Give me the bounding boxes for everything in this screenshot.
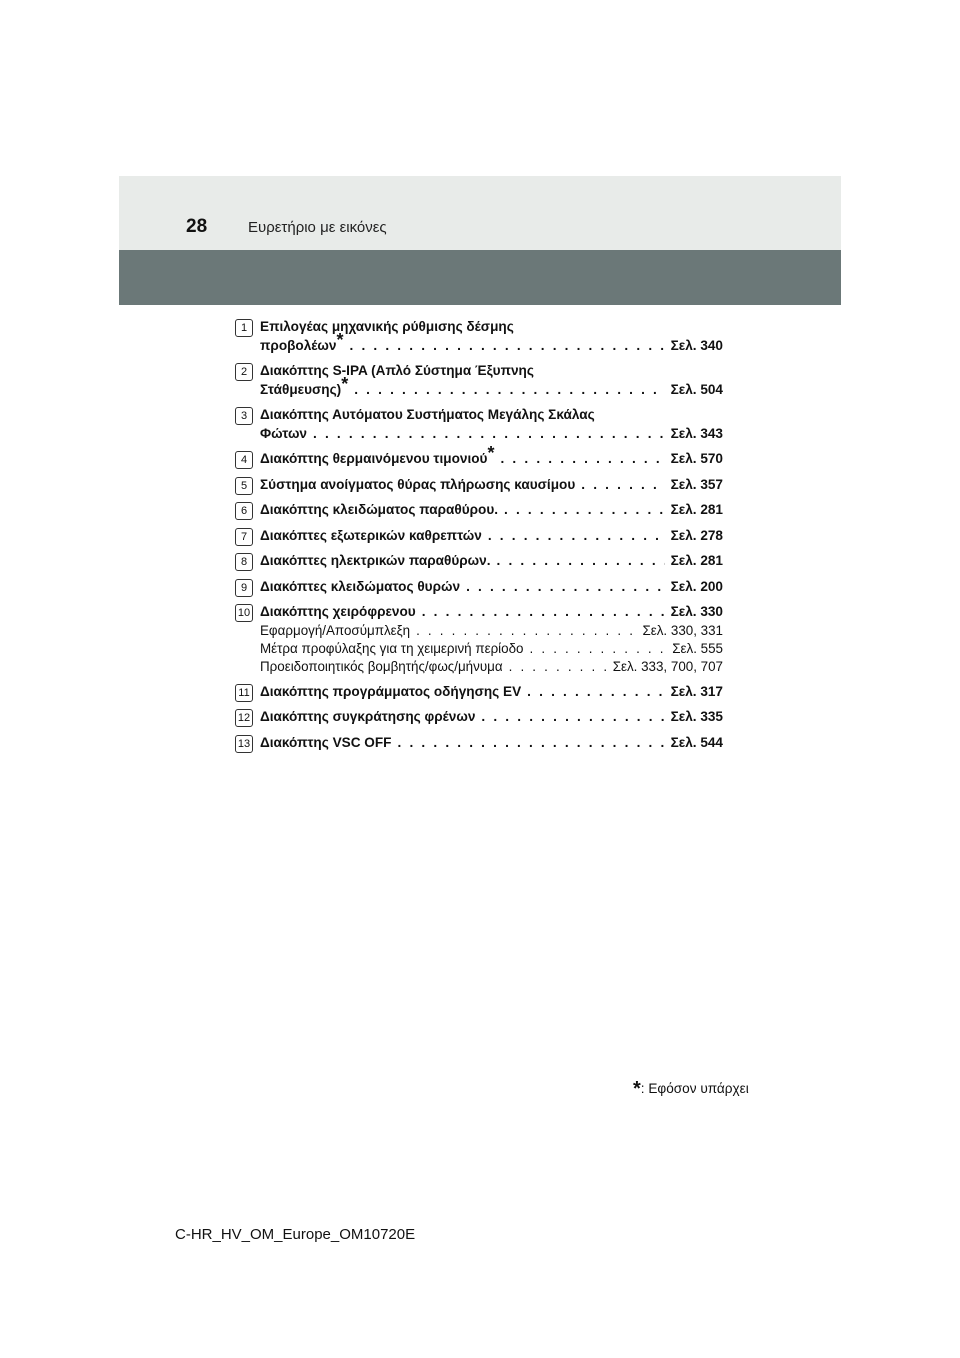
index-entry	[235, 603, 723, 676]
page-reference-link[interactable]: Σελ. 335	[670, 709, 723, 724]
page-reference-link[interactable]: Σελ. 544	[670, 734, 723, 750]
callout-number: 9	[235, 579, 253, 597]
page-reference-link[interactable]: Σελ. 281	[670, 553, 723, 568]
optional-marker: *	[487, 443, 495, 463]
dot-leader	[581, 476, 664, 495]
index-entry-list	[235, 318, 723, 759]
footnote-star: *	[633, 1078, 641, 1100]
index-entry	[235, 476, 723, 495]
callout-number: 13	[235, 735, 253, 753]
document-id: C-HR_HV_OM_Europe_OM10720E	[175, 1226, 416, 1243]
dot-leader	[496, 552, 664, 571]
illustration-band	[119, 250, 841, 305]
dot-leader	[500, 450, 664, 469]
entry-title: Διακόπτης κλειδώματος παραθύρου.	[260, 502, 499, 517]
dot-leader	[530, 640, 667, 658]
sub-page-reference-link[interactable]: Σελ. 333, 700, 707	[612, 658, 723, 674]
optional-marker: *	[336, 329, 344, 350]
footnote-text: : Εφόσον υπάρχει	[640, 1081, 749, 1096]
entry-line	[260, 373, 723, 400]
entry-line	[260, 708, 723, 727]
dot-leader	[416, 622, 636, 640]
index-entry	[235, 362, 723, 399]
page-reference-link[interactable]: Σελ. 357	[670, 476, 723, 492]
index-entry	[235, 552, 723, 571]
index-entry	[235, 683, 723, 702]
sub-entry-title: Προειδοποιητικός βομβητής/φως/μήνυμα	[260, 658, 503, 674]
page-reference-link[interactable]: Σελ. 343	[670, 425, 723, 441]
callout-number: 4	[235, 451, 253, 469]
dot-leader	[481, 708, 664, 727]
callout-number: 7	[235, 528, 253, 546]
entry-line	[260, 578, 723, 597]
section-title: Ευρετήριο με εικόνες	[248, 219, 387, 236]
dot-leader	[488, 527, 665, 546]
entry-line	[260, 683, 723, 702]
dot-leader	[398, 734, 665, 753]
callout-number: 6	[235, 502, 253, 520]
entry-title: Διακόπτης προγράμματος οδήγησης EV	[260, 683, 522, 699]
page-reference-link[interactable]: Σελ. 504	[670, 381, 723, 397]
sub-entry-line	[260, 658, 723, 676]
dot-leader	[466, 578, 665, 597]
entry-title: Διακόπτες ηλεκτρικών παραθύρων.	[260, 553, 491, 568]
index-entry	[235, 501, 723, 520]
index-entry	[235, 708, 723, 727]
page-reference-link[interactable]: Σελ. 278	[670, 527, 723, 543]
index-entry	[235, 318, 723, 355]
page-reference-link[interactable]: Σελ. 570	[670, 451, 723, 466]
entry-title-line: Διακόπτης Αυτόματου Συστήματος Μεγάλης Σκάλας	[260, 407, 595, 422]
header-band	[119, 176, 841, 250]
sub-entry-line	[260, 622, 723, 640]
index-entry	[235, 527, 723, 546]
callout-number: 3	[235, 407, 253, 425]
callout-number: 11	[235, 684, 253, 702]
page-reference-link[interactable]: Σελ. 281	[670, 502, 723, 517]
dot-leader	[509, 658, 607, 676]
entry-line	[260, 527, 723, 546]
dot-leader	[422, 603, 665, 622]
sub-entry-line	[260, 640, 723, 658]
index-entry	[235, 734, 723, 753]
entry-line	[260, 443, 723, 469]
entry-line	[260, 552, 723, 571]
index-entry	[235, 578, 723, 597]
index-entry	[235, 443, 723, 469]
entry-line	[260, 603, 723, 622]
callout-number: 10	[235, 604, 253, 622]
entry-title: Διακόπτης συγκράτησης φρένων	[260, 709, 476, 724]
entry-title: Σύστημα ανοίγματος θύρας πλήρωσης καυσίμου	[260, 476, 576, 492]
callout-number: 1	[235, 319, 253, 337]
entry-title: Διακόπτες εξωτερικών καθρεπτών	[260, 527, 482, 543]
entry-title: Διακόπτης χειρόφρενου	[260, 604, 416, 619]
dot-leader	[527, 683, 664, 702]
entry-title: Φώτων	[260, 425, 307, 441]
page-reference-link[interactable]: Σελ. 340	[670, 337, 723, 353]
index-entry	[235, 406, 723, 443]
sub-page-reference-link[interactable]: Σελ. 330, 331	[642, 622, 723, 638]
entry-title-line: Διακόπτης S-IPA (Απλό Σύστημα Έξυπνης	[260, 363, 534, 378]
page-number: 28	[186, 216, 208, 237]
entry-line	[260, 329, 723, 356]
entry-title-line: Επιλογέας μηχανικής ρύθμισης δέσμης	[260, 319, 514, 334]
footnote	[633, 1078, 749, 1101]
entry-title: Διακόπτης VSC OFF	[260, 734, 392, 750]
dot-leader	[354, 381, 664, 400]
entry-line	[260, 425, 723, 444]
page-reference-link[interactable]: Σελ. 317	[670, 683, 723, 699]
callout-number: 2	[235, 363, 253, 381]
callout-number: 5	[235, 477, 253, 495]
entry-title: Διακόπτης θερμαινόμενου τιμονιού	[260, 451, 488, 466]
entry-title: Στάθμευσης)	[260, 381, 342, 397]
entry-line	[260, 501, 723, 520]
sub-entry-title: Μέτρα προφύλαξης για τη χειμερινή περίοδο	[260, 640, 524, 656]
entry-line	[260, 734, 723, 753]
dot-leader	[349, 337, 664, 356]
dot-leader	[504, 501, 665, 520]
entry-title: προβολέων	[260, 337, 337, 353]
entry-title: Διακόπτες κλειδώματος θυρών	[260, 578, 461, 594]
entry-line	[260, 476, 723, 495]
page-reference-link[interactable]: Σελ. 200	[670, 578, 723, 594]
optional-marker: *	[341, 373, 349, 394]
page-reference-link[interactable]: Σελ. 330	[670, 604, 723, 619]
sub-entry-title: Εφαρμογή/Αποσύμπλεξη	[260, 622, 411, 638]
dot-leader	[313, 425, 665, 444]
callout-number: 12	[235, 709, 253, 727]
callout-number: 8	[235, 553, 253, 571]
sub-page-reference-link[interactable]: Σελ. 555	[672, 640, 723, 656]
